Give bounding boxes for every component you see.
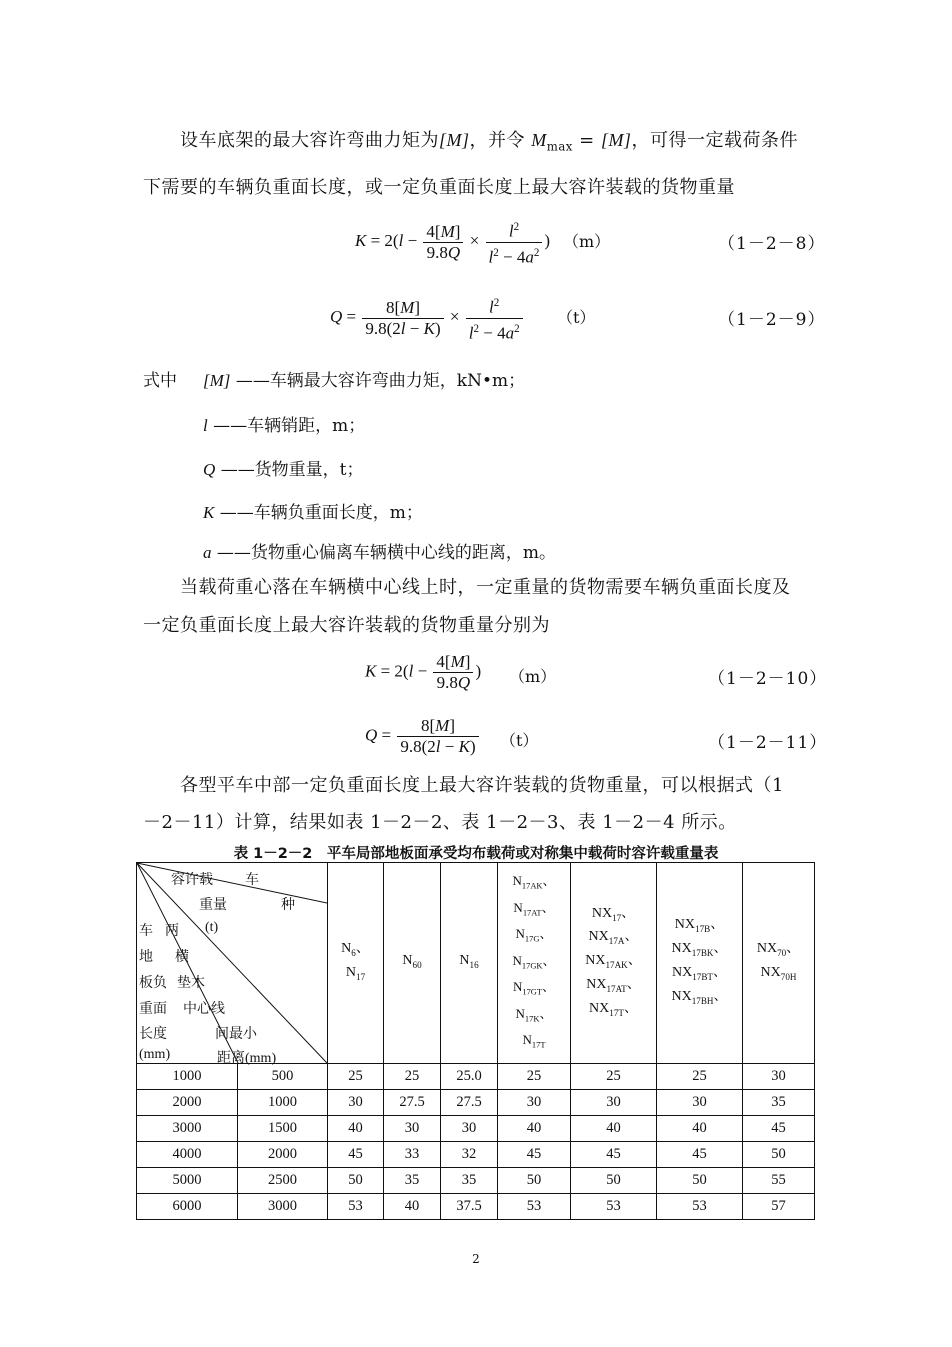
header-capacity: 容许载 — [171, 873, 213, 888]
table-row — [137, 1116, 815, 1142]
table-caption: 表 1－2－2 平车局部地板面承受均布载荷或对称集中载荷时容许载重量表 — [233, 846, 719, 862]
table-cell: 40 — [657, 1116, 743, 1142]
paragraph-2-line-1: 当载荷重心落在车辆横中心线上时，一定重量的货物需要车辆负重面长度及 — [180, 577, 791, 598]
definition-symbol: l — [203, 416, 208, 435]
table-cell: 50 — [571, 1168, 657, 1194]
paragraph-2-line-2: 一定负重面长度上最大容许装载的货物重量分别为 — [143, 615, 550, 636]
header-line: $NX_{17A}$、 — [588, 929, 639, 947]
header-line: $N_6$、 — [341, 941, 370, 958]
paragraph-3-line-2: －2－11）计算，结果如表 1－2－2、表 1－2－3、表 1－2－4 所示。 — [143, 812, 737, 833]
table-cell: 53 — [657, 1194, 743, 1220]
definition-symbol: [M] — [203, 371, 231, 390]
equation-1-2-9-unit: （t） — [557, 308, 596, 327]
table-cell: 32 — [441, 1142, 498, 1168]
table-cell: 2500 — [238, 1168, 328, 1194]
header-car-type-2 — [384, 863, 441, 1064]
header-line: $N_{17}$ — [345, 965, 366, 982]
header-line: $N_{60}$ — [402, 953, 422, 970]
paragraph-3-line-1: 各型平车中部一定负重面长度上最大容许装载的货物重量，可以根据式（1 — [180, 775, 784, 796]
table-cell: 30 — [657, 1090, 743, 1116]
equation-1-2-11-number: （1－2－11） — [708, 733, 828, 753]
table-cell: 30 — [328, 1090, 384, 1116]
definition-K — [203, 498, 423, 523]
header-left-1: 地 — [139, 950, 153, 965]
table-row — [137, 1090, 815, 1116]
table-cell: 35 — [441, 1168, 498, 1194]
definition-symbol: a — [203, 543, 212, 562]
header-line: $NX_{17B}$、 — [674, 917, 725, 935]
header-line: $N_{17AT}$、 — [513, 899, 555, 918]
where-label: 式中 — [143, 371, 177, 391]
header-line: $N_{17T}$ — [522, 1032, 546, 1051]
table-cell: 25.0 — [441, 1064, 498, 1090]
table-cell: 30 — [498, 1090, 571, 1116]
paragraph-1-line-1: 设车底架的最大容许弯曲力矩为[M]，并令 $M_{max} = [M]$，可得一定载荷条件 — [180, 130, 798, 154]
definition-l — [203, 411, 365, 436]
table-cell: 6000 — [137, 1194, 238, 1220]
table-cell: 45 — [571, 1142, 657, 1168]
page-number: 2 — [472, 1252, 480, 1266]
header-weight: 重量 — [199, 898, 227, 913]
table-cell: 2000 — [238, 1142, 328, 1168]
header-line: $N_{17G}$、 — [515, 926, 553, 944]
table-cell: 55 — [743, 1168, 815, 1194]
header-mid-4: 间最小 — [215, 1027, 257, 1042]
table-row — [137, 1142, 815, 1168]
header-mid-2: 垫木 — [177, 976, 205, 991]
header-line: $NX_{17}$、 — [591, 905, 636, 923]
header-line: $N_{17K}$、 — [515, 1005, 553, 1024]
table-cell: 35 — [384, 1168, 441, 1194]
definition-text: ——货物重心偏离车辆横中心线的距离，m。 — [216, 543, 557, 563]
equation-1-2-10: K = 2(l − $\frac{4[M]}{9.8Q}$ ) — [365, 652, 482, 692]
definition-text: ——货物重量，t； — [220, 460, 364, 480]
table-cell: 57 — [743, 1194, 815, 1220]
table-cell: 50 — [498, 1168, 571, 1194]
table-cell: 3000 — [238, 1194, 328, 1220]
definition-M — [203, 366, 525, 391]
table-cell: 53 — [571, 1194, 657, 1220]
header-line: $NX_{70}$、 — [756, 941, 801, 958]
header-line: $N_{17GK}$、 — [512, 952, 556, 971]
header-line: $NX_{17BK}$、 — [671, 941, 728, 958]
header-car: 车 — [245, 873, 259, 888]
table-cell: 30 — [743, 1064, 815, 1090]
table-cell: 45 — [657, 1142, 743, 1168]
table-cell: 53 — [328, 1194, 384, 1220]
table-cell: 27.5 — [441, 1090, 498, 1116]
table-cell: 4000 — [137, 1142, 238, 1168]
table-cell: 53 — [498, 1194, 571, 1220]
table-cell: 25 — [328, 1064, 384, 1090]
equation-1-2-9: Q = $\frac{8[M]}{9.8(2l - K)}$ × $\frac{l^2}{l^2 - 4a^2}$ — [330, 293, 525, 343]
table-cell: 45 — [743, 1116, 815, 1142]
equation-1-2-10-unit: （m） — [509, 667, 557, 686]
header-car-type-6 — [657, 863, 743, 1064]
data-table — [136, 862, 815, 1220]
header-car-type-3 — [441, 863, 498, 1064]
header-kind: 种 — [281, 898, 295, 913]
header-car-type-5 — [571, 863, 657, 1064]
definition-symbol: K — [203, 503, 215, 522]
table-cell: 27.5 — [384, 1090, 441, 1116]
header-mid-5: 距离(mm) — [217, 1051, 277, 1066]
table-cell: 40 — [328, 1116, 384, 1142]
equation-1-2-11: Q = $\frac{8[M]}{9.8(2l - K)}$ — [365, 716, 481, 757]
header-line: $NX_{17BH}$、 — [671, 988, 728, 1006]
table-cell: 5000 — [137, 1168, 238, 1194]
header-left-4: 长度 — [139, 1027, 167, 1042]
table-cell: 50 — [328, 1168, 384, 1194]
equation-1-2-11-unit: （t） — [500, 731, 539, 750]
table-cell: 25 — [571, 1064, 657, 1090]
equation-1-2-9-number: （1－2－9） — [718, 310, 826, 330]
header-mid-1: 横 — [175, 950, 189, 965]
header-line: $NX_{17BT}$、 — [672, 965, 727, 982]
header-car-type-4 — [498, 863, 571, 1064]
header-left-2: 板负 — [139, 976, 167, 991]
header-line: $NX_{17T}$、 — [589, 1000, 638, 1018]
table-row — [137, 1064, 815, 1090]
table-cell: 50 — [657, 1168, 743, 1194]
table-cell: 37.5 — [441, 1194, 498, 1220]
table-row — [137, 1168, 815, 1194]
header-left-0: 车 — [139, 924, 153, 939]
table-cell: 500 — [238, 1064, 328, 1090]
header-unit-t: (t) — [205, 920, 219, 935]
definition-Q — [203, 455, 364, 480]
header-line: $N_{16}$ — [459, 953, 479, 970]
header-line: $NX_{70H}$ — [760, 965, 797, 982]
table-cell: 1500 — [238, 1116, 328, 1142]
table-header-row — [137, 863, 815, 1064]
table-cell: 45 — [498, 1142, 571, 1168]
definition-text: ——车辆销距，m； — [213, 416, 366, 436]
header-mid-0: 两 — [165, 924, 179, 939]
equation-1-2-10-number: （1－2－10） — [708, 669, 828, 689]
header-diagonal-cell — [137, 863, 328, 1064]
header-car-type-7 — [743, 863, 815, 1064]
table-cell: 30 — [571, 1090, 657, 1116]
equation-1-2-8-unit: （m） — [563, 232, 611, 251]
table-cell: 40 — [571, 1116, 657, 1142]
paragraph-1-line-2: 下需要的车辆负重面长度，或一定负重面长度上最大容许装载的货物重量 — [143, 177, 735, 198]
header-line: $N_{17GT}$、 — [512, 979, 556, 997]
header-mid-3: 中心线 — [183, 1002, 225, 1017]
table-cell: 40 — [498, 1116, 571, 1142]
definition-text: ——车辆最大容许弯曲力矩，kN•m； — [235, 371, 526, 391]
header-left-5: (mm) — [139, 1047, 171, 1062]
header-car-type-1 — [328, 863, 384, 1064]
header-line: $NX_{17AT}$、 — [586, 976, 641, 994]
table-cell: 25 — [498, 1064, 571, 1090]
table-cell: 33 — [384, 1142, 441, 1168]
table-cell: 1000 — [238, 1090, 328, 1116]
header-left-3: 重面 — [139, 1002, 167, 1017]
table-cell: 30 — [384, 1116, 441, 1142]
table-cell: 25 — [384, 1064, 441, 1090]
table-cell: 25 — [657, 1064, 743, 1090]
table-cell: 30 — [441, 1116, 498, 1142]
table-cell: 35 — [743, 1090, 815, 1116]
header-line: $NX_{17AK}$、 — [585, 953, 642, 970]
equation-1-2-8: K = 2(l − $\frac{4[M]}{9.8Q}$ × $\frac{l^2}{l^2 - 4a^2}$ ) — [355, 217, 550, 267]
table-cell: 50 — [743, 1142, 815, 1168]
header-line: $N_{17AK}$、 — [512, 872, 556, 891]
definition-symbol: Q — [203, 460, 216, 479]
table-cell: 2000 — [137, 1090, 238, 1116]
table-row — [137, 1194, 815, 1220]
equation-1-2-8-number: （1－2－8） — [718, 234, 826, 254]
definition-text: ——车辆负重面长度，m； — [219, 503, 423, 523]
table-cell: 45 — [328, 1142, 384, 1168]
table-cell: 1000 — [137, 1064, 238, 1090]
table-cell: 3000 — [137, 1116, 238, 1142]
definition-a — [203, 538, 556, 563]
table-cell: 40 — [384, 1194, 441, 1220]
